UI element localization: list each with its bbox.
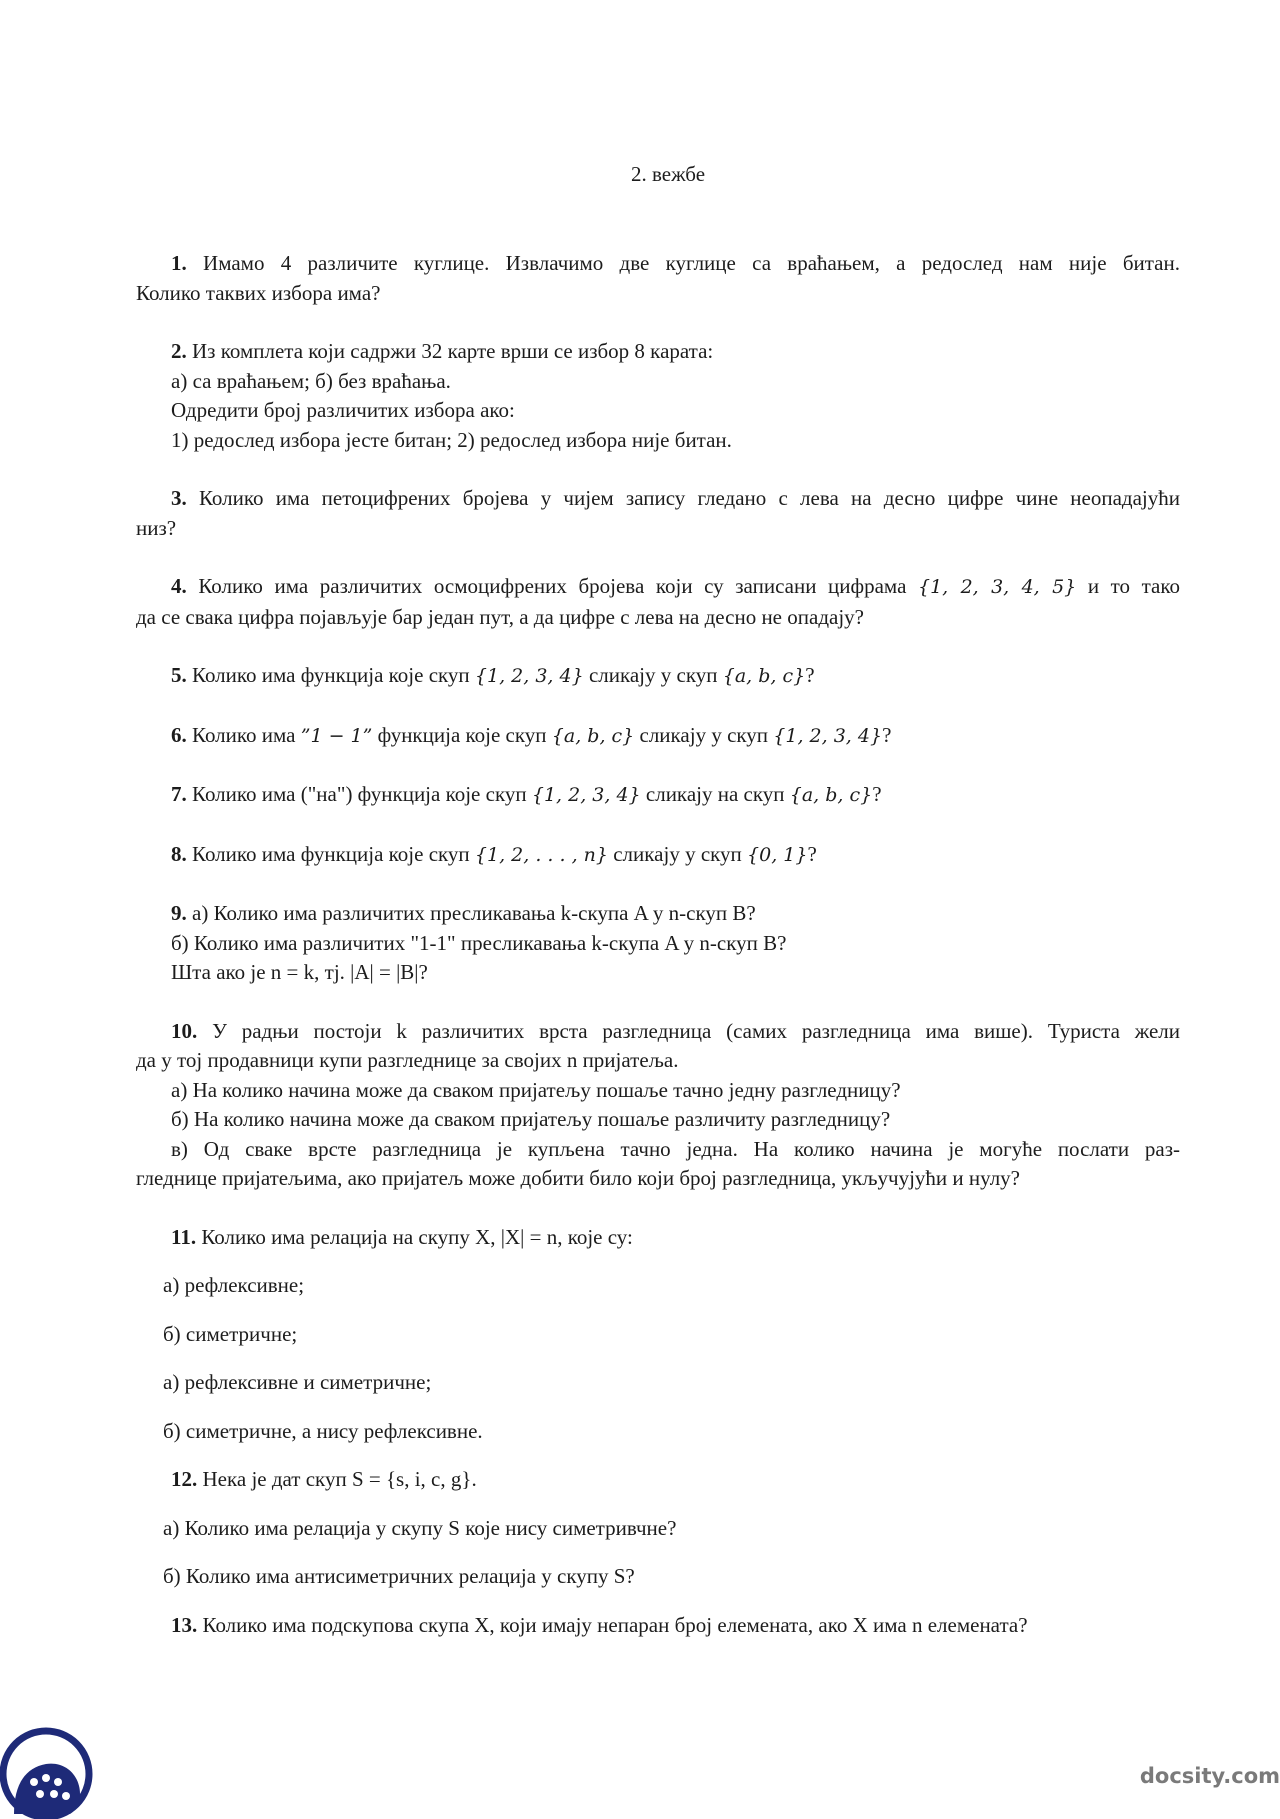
problem-text: сликају у скуп bbox=[634, 722, 774, 747]
problem-7 bbox=[136, 780, 1180, 811]
problem-4 bbox=[136, 572, 1180, 632]
problem-text: Колико има bbox=[192, 722, 301, 747]
problem-text: ? bbox=[807, 841, 817, 866]
problem-10 bbox=[136, 1017, 1180, 1194]
problem-text: сликају на скуп bbox=[640, 782, 790, 806]
docsity-watermark: docsity.com bbox=[1139, 1764, 1280, 1788]
problem-1 bbox=[136, 249, 1180, 308]
sub-item: а) Колико има релација у скупу S које нису симетривчне? bbox=[163, 1515, 677, 1540]
sub-item: а) рефлексивне; bbox=[163, 1273, 305, 1297]
math-set: {1, 2, 3, 4} bbox=[474, 665, 584, 687]
problem-number: 12. bbox=[171, 1467, 198, 1491]
problem-number: 9. bbox=[171, 901, 187, 925]
problem-text: Колико има подскупова скупа X, који имају непаран број елемената, ако X има n елемената? bbox=[202, 1612, 1028, 1637]
problem-text: 1) редослед избора јесте битан; 2) редослед избора није битан. bbox=[171, 427, 732, 452]
problem-number: 1. bbox=[171, 251, 187, 275]
problem-text: Одредити број различитих избора ако: bbox=[171, 398, 515, 422]
problem-text: сликају у скуп bbox=[607, 841, 748, 866]
problem-text: а) Колико има различитих пресликавања k-скупа A у n-скуп B? bbox=[192, 901, 756, 925]
problem-8 bbox=[136, 840, 1180, 871]
problem-text: а) На колико начина може да сваком пријатељу пошаље тачно једну разгледницу? bbox=[171, 1077, 901, 1102]
problem-number: 2. bbox=[171, 339, 187, 363]
math-set: {1, 2, 3, 4} bbox=[531, 784, 641, 806]
math-set: {1, 2, 3, 4, 5} bbox=[917, 576, 1077, 598]
problem-text: Колико таквих избора има? bbox=[136, 280, 381, 305]
problem-text: ? bbox=[882, 722, 892, 747]
problem-text: да у тој продавници купи разгледнице за својих n пријатеља. bbox=[136, 1048, 679, 1072]
problem-text: Колико има релација на скупу X, |X| = n, које су: bbox=[201, 1224, 633, 1249]
problem-text: и то тако bbox=[1076, 574, 1181, 598]
problem-2 bbox=[136, 337, 1180, 455]
exercise-list bbox=[136, 249, 1180, 1640]
problem-number: 4. bbox=[171, 574, 187, 598]
page-title: 2. вежбе bbox=[630, 162, 706, 186]
problem-text: Нека је дат скуп S = {s, i, c, g}. bbox=[202, 1467, 477, 1491]
problem-text: Шта ако је n = k, тј. |A| = |B|? bbox=[171, 960, 428, 984]
problem-text: ? bbox=[872, 782, 882, 806]
problem-6 bbox=[136, 721, 1180, 752]
problem-13 bbox=[136, 1611, 1180, 1641]
problem-12 bbox=[136, 1465, 1180, 1592]
problem-text: Колико има функција које скуп bbox=[192, 663, 475, 687]
sub-item: б) Колико има антисиметричних релација у скупу S? bbox=[163, 1564, 635, 1588]
math-set: {1, 2, . . . , n} bbox=[474, 843, 608, 866]
problem-11 bbox=[136, 1223, 1180, 1447]
problem-text: Колико има различитих осмоцифрених бројева који су записани цифрама bbox=[198, 574, 918, 598]
problem-text: Колико има функција које скуп bbox=[192, 841, 475, 866]
problem-9 bbox=[136, 899, 1180, 988]
problem-text: в) Од сваке врсте разгледница је купљена тачно једна. На колико начина је могуће послати раз- bbox=[171, 1136, 1180, 1161]
problem-number: 7. bbox=[171, 782, 187, 806]
problem-text: а) са враћањем; б) без враћања. bbox=[171, 368, 451, 393]
problem-number: 3. bbox=[171, 486, 187, 510]
problem-text: У радњи постоји k различитих врста разгледница (самих разгледница има више). Туриста жели bbox=[212, 1018, 1180, 1043]
problem-text: функција које скуп bbox=[372, 722, 552, 747]
problem-text: сликају у скуп bbox=[583, 663, 723, 687]
problem-number: 8. bbox=[171, 841, 187, 866]
problem-text: Колико има петоцифрених бројева у чијем запису гледано с лева на десно цифре чине неопадајући bbox=[198, 486, 1180, 510]
problem-number: 11. bbox=[171, 1224, 197, 1249]
math-set: {a, b, c} bbox=[551, 724, 635, 747]
problem-text: гледнице пријатељима, ако пријатељ може добити било који број разгледница, укључујући и нулу? bbox=[136, 1166, 1020, 1190]
problem-number: 10. bbox=[171, 1018, 198, 1043]
problem-3 bbox=[136, 484, 1180, 543]
math-set: {0, 1} bbox=[747, 843, 808, 866]
math-set: {a, b, c} bbox=[789, 784, 873, 806]
problem-text: б) Колико има различитих "1-1" пресликавања k-скупа A у n-скуп B? bbox=[171, 930, 787, 955]
sub-item: б) симетричне, а нису рефлексивне. bbox=[163, 1418, 483, 1443]
problem-5 bbox=[136, 661, 1180, 692]
problem-text: ? bbox=[805, 663, 815, 687]
problem-text: б) На колико начина може да сваком пријатељу пошаље различиту разгледницу? bbox=[171, 1107, 891, 1131]
problem-text: Колико има ("на") функција које скуп bbox=[192, 782, 532, 806]
math-set: {1, 2, 3, 4} bbox=[773, 724, 883, 747]
problem-number: 13. bbox=[171, 1612, 198, 1637]
sub-item: б) симетричне; bbox=[163, 1321, 298, 1346]
math-set: {a, b, c} bbox=[722, 665, 806, 687]
problem-text: низ? bbox=[136, 515, 177, 540]
problem-text: да се свака цифра појављује бар један пут, а да цифре с лева на десно не опадају? bbox=[136, 604, 864, 629]
math-expression: ”1 − 1” bbox=[300, 724, 373, 747]
sub-item: а) рефлексивне и симетричне; bbox=[163, 1370, 432, 1394]
problem-number: 6. bbox=[171, 722, 187, 747]
problem-text: Из комплета који садржи 32 карте врши се избор 8 карата: bbox=[192, 339, 714, 363]
problem-number: 5. bbox=[171, 663, 187, 687]
problem-text: Имамо 4 различите куглице. Извлачимо две куглице са враћањем, а редослед нам није битан. bbox=[203, 251, 1180, 275]
